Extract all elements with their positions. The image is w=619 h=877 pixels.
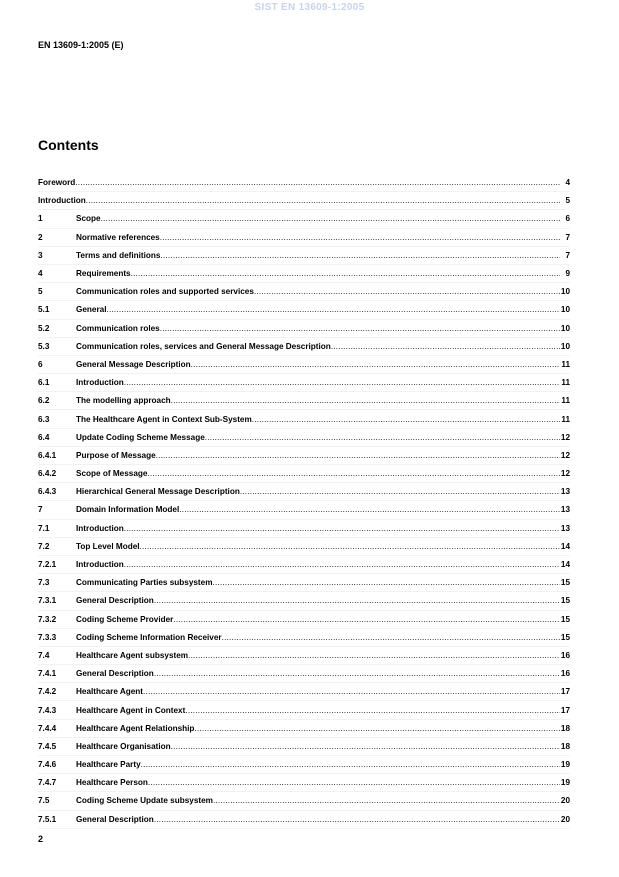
- toc-entry[interactable]: [38, 774, 570, 792]
- document-id: EN 13609-1:2005 (E): [38, 40, 124, 50]
- toc-entry[interactable]: [38, 483, 570, 501]
- toc-entry-page: 12: [560, 432, 570, 442]
- toc-entry-title: Purpose of Message: [76, 450, 156, 460]
- toc-entry-page: 12: [560, 469, 570, 479]
- toc-dot-leader: [124, 524, 560, 533]
- toc-entry-page: 11: [561, 359, 570, 369]
- toc-entry[interactable]: [38, 174, 570, 192]
- toc-dot-leader: [154, 596, 560, 605]
- toc-entry[interactable]: [38, 283, 570, 301]
- toc-dot-leader: [143, 687, 560, 696]
- toc-entry-page: 5: [565, 196, 570, 206]
- toc-entry-number: 6.4.1: [38, 450, 57, 460]
- toc-entry[interactable]: [38, 265, 570, 283]
- toc-entry-page: 10: [560, 323, 570, 333]
- toc-entry-page: 20: [560, 814, 570, 824]
- toc-entry-page: 17: [560, 687, 570, 697]
- toc-entry-number: 7.3: [38, 578, 50, 588]
- toc-entry-number: 7.3.3: [38, 632, 57, 642]
- toc-entry-number: 7.4.6: [38, 760, 57, 770]
- toc-dot-leader: [185, 706, 560, 715]
- contents-title: Contents: [38, 137, 99, 153]
- toc-entry[interactable]: [38, 247, 570, 265]
- toc-entry-number: 6: [38, 359, 43, 369]
- toc-entry[interactable]: [38, 465, 570, 483]
- toc-dot-leader: [131, 269, 560, 278]
- toc-entry-number: 6.3: [38, 414, 50, 424]
- toc-entry[interactable]: [38, 356, 570, 374]
- toc-dot-leader: [160, 233, 560, 242]
- toc-entry-page: 15: [560, 596, 570, 606]
- toc-entry-title: The modelling approach: [76, 396, 171, 406]
- toc-entry-title: Healthcare Person: [76, 778, 148, 788]
- toc-dot-leader: [148, 778, 560, 787]
- toc-dot-leader: [140, 542, 560, 551]
- toc-dot-leader: [191, 360, 560, 369]
- toc-entry-number: 6.4.3: [38, 487, 57, 497]
- toc-entry[interactable]: [38, 501, 570, 519]
- toc-dot-leader: [75, 178, 560, 187]
- toc-entry-number: 7.4.7: [38, 778, 57, 788]
- toc-entry-title: Introduction: [76, 523, 124, 533]
- toc-entry-number: 7.3.2: [38, 614, 57, 624]
- toc-entry-title: General Description: [76, 596, 154, 606]
- toc-entry-page: 16: [560, 650, 570, 660]
- toc-entry[interactable]: [38, 647, 570, 665]
- toc-entry-number: 5.3: [38, 341, 50, 351]
- toc-entry-page: 6: [565, 214, 570, 224]
- toc-entry-title: Scope: [76, 214, 101, 224]
- toc-entry-title: Coding Scheme Provider: [76, 614, 174, 624]
- toc-dot-leader: [156, 451, 560, 460]
- toc-entry[interactable]: [38, 792, 570, 810]
- toc-entry[interactable]: [38, 192, 570, 210]
- toc-dot-leader: [213, 796, 560, 805]
- toc-entry-page: 19: [560, 760, 570, 770]
- toc-entry-title: Introduction: [76, 560, 124, 570]
- toc-entry-page: 15: [560, 578, 570, 588]
- toc-entry-number: 7.4.4: [38, 723, 57, 733]
- toc-entry-number: 6.4.2: [38, 469, 57, 479]
- toc-entry-number: 5.1: [38, 305, 50, 315]
- toc-entry[interactable]: [38, 683, 570, 701]
- toc-dot-leader: [124, 560, 560, 569]
- toc-entry-title: Normative references: [76, 232, 160, 242]
- toc-entry-title: Coding Scheme Update subsystem: [76, 796, 213, 806]
- toc-entry[interactable]: [38, 301, 570, 319]
- toc-entry-number: 7: [38, 505, 43, 515]
- toc-entry-title: Healthcare Agent in Context: [76, 705, 186, 715]
- toc-entry[interactable]: [38, 611, 570, 629]
- toc-entry[interactable]: [38, 592, 570, 610]
- toc-entry-page: 14: [560, 541, 570, 551]
- toc-entry[interactable]: [38, 538, 570, 556]
- toc-dot-leader: [213, 578, 561, 587]
- toc-entry-title: Foreword: [38, 178, 76, 188]
- toc-entry-title: Introduction: [38, 196, 86, 206]
- toc-entry-title: Hierarchical General Message Description: [76, 487, 240, 497]
- toc-entry-title: Coding Scheme Information Receiver: [76, 632, 222, 642]
- toc-dot-leader: [160, 324, 560, 333]
- toc-dot-leader: [188, 651, 560, 660]
- toc-entry-page: 10: [560, 287, 570, 297]
- toc-entry-page: 10: [560, 305, 570, 315]
- toc-entry-page: 18: [560, 723, 570, 733]
- toc-entry[interactable]: [38, 574, 570, 592]
- toc-entry[interactable]: [38, 629, 570, 647]
- toc-entry-title: Healthcare Party: [76, 760, 141, 770]
- toc-entry-number: 5: [38, 287, 43, 297]
- toc-entry-page: 15: [560, 632, 570, 642]
- toc-entry-page: 10: [560, 341, 570, 351]
- toc-entry[interactable]: [38, 374, 570, 392]
- toc-dot-leader: [154, 669, 560, 678]
- toc-dot-leader: [124, 378, 560, 387]
- toc-entry-page: 20: [560, 796, 570, 806]
- toc-entry-number: 5.2: [38, 323, 50, 333]
- toc-entry-page: 11: [561, 414, 570, 424]
- toc-entry-title: Terms and definitions: [76, 250, 161, 260]
- toc-entry-page: 7: [565, 232, 570, 242]
- toc-entry[interactable]: [38, 429, 570, 447]
- toc-entry-title: Update Coding Scheme Message: [76, 432, 205, 442]
- toc-entry-title: Healthcare Agent Relationship: [76, 723, 195, 733]
- toc-entry-title: The Healthcare Agent in Context Sub-System: [76, 414, 252, 424]
- toc-entry-title: General Description: [76, 669, 154, 679]
- toc-entry-number: 6.2: [38, 396, 50, 406]
- toc-entry-page: 14: [560, 560, 570, 570]
- toc-entry-number: 7.2: [38, 541, 50, 551]
- toc-entry-page: 4: [565, 178, 570, 188]
- toc-dot-leader: [205, 433, 560, 442]
- toc-entry[interactable]: [38, 738, 570, 756]
- toc-entry-title: Communicating Parties subsystem: [76, 578, 213, 588]
- toc-entry-page: 19: [560, 778, 570, 788]
- toc-entry-title: Healthcare Organisation: [76, 741, 171, 751]
- toc-entry-page: 13: [560, 487, 570, 497]
- toc-dot-leader: [331, 342, 560, 351]
- toc-entry-title: Healthcare Agent subsystem: [76, 650, 189, 660]
- toc-entry[interactable]: [38, 447, 570, 465]
- toc-entry[interactable]: [38, 701, 570, 719]
- toc-entry-number: 7.1: [38, 523, 50, 533]
- toc-entry-title: Communication roles and supported services: [76, 287, 254, 297]
- toc-entry-title: General Description: [76, 814, 154, 824]
- toc-entry-title: General Message Description: [76, 359, 191, 369]
- toc-entry[interactable]: [38, 210, 570, 228]
- toc-entry[interactable]: [38, 229, 570, 247]
- toc-dot-leader: [240, 487, 560, 496]
- toc-entry-number: 7.4.3: [38, 705, 57, 715]
- toc-dot-leader: [171, 742, 560, 751]
- toc-dot-leader: [222, 633, 560, 642]
- toc-entry-page: 11: [561, 396, 570, 406]
- toc-entry-number: 7.4.2: [38, 687, 57, 697]
- toc-entry-title: General: [76, 305, 107, 315]
- toc-entry-number: 6.1: [38, 378, 50, 388]
- toc-entry-title: Requirements: [76, 269, 131, 279]
- toc-dot-leader: [254, 287, 560, 296]
- toc-entry[interactable]: [38, 338, 570, 356]
- toc-entry-page: 9: [565, 269, 570, 279]
- toc-entry-page: 18: [560, 741, 570, 751]
- toc-dot-leader: [179, 505, 560, 514]
- toc-dot-leader: [173, 615, 560, 624]
- toc-dot-leader: [86, 196, 560, 205]
- toc-dot-leader: [101, 214, 560, 223]
- toc-entry-title: Communication roles: [76, 323, 160, 333]
- toc-entry-page: 16: [560, 669, 570, 679]
- toc-entry-number: 7.5: [38, 796, 50, 806]
- toc-entry-number: 3: [38, 250, 43, 260]
- toc-entry[interactable]: [38, 520, 570, 538]
- toc-entry[interactable]: [38, 556, 570, 574]
- toc-entry-number: 7.4: [38, 650, 50, 660]
- toc-entry-title: Top Level Model: [76, 541, 140, 551]
- toc-entry[interactable]: [38, 410, 570, 428]
- table-of-contents: [38, 174, 570, 829]
- watermark: SIST EN 13609-1:2005: [254, 2, 365, 13]
- toc-entry[interactable]: [38, 392, 570, 410]
- toc-dot-leader: [154, 815, 560, 824]
- toc-entry-page: 12: [560, 450, 570, 460]
- toc-dot-leader: [107, 305, 561, 314]
- toc-entry-number: 7.2.1: [38, 560, 57, 570]
- toc-entry-title: Healthcare Agent: [76, 687, 144, 697]
- toc-entry-number: 6.4: [38, 432, 50, 442]
- toc-entry-page: 13: [560, 505, 570, 515]
- toc-entry[interactable]: [38, 756, 570, 774]
- toc-dot-leader: [160, 251, 560, 260]
- toc-entry-number: 7.4.1: [38, 669, 57, 679]
- toc-entry-title: Domain Information Model: [76, 505, 180, 515]
- toc-entry-page: 11: [561, 378, 570, 388]
- toc-entry-page: 15: [560, 614, 570, 624]
- toc-entry-number: 4: [38, 269, 43, 279]
- toc-entry-page: 17: [560, 705, 570, 715]
- toc-entry-title: Communication roles, services and General Message Description: [76, 341, 331, 351]
- toc-dot-leader: [147, 469, 560, 478]
- toc-entry-number: 2: [38, 232, 43, 242]
- toc-entry-page: 13: [560, 523, 570, 533]
- toc-dot-leader: [252, 415, 560, 424]
- page-number: 2: [38, 834, 44, 844]
- toc-entry-number: 7.5.1: [38, 814, 57, 824]
- toc-entry[interactable]: [38, 811, 570, 829]
- toc-entry-number: 7.3.1: [38, 596, 57, 606]
- toc-entry[interactable]: [38, 320, 570, 338]
- toc-dot-leader: [171, 396, 560, 405]
- toc-dot-leader: [141, 760, 560, 769]
- toc-entry-number: 7.4.5: [38, 741, 57, 751]
- toc-entry[interactable]: [38, 665, 570, 683]
- toc-entry-title: Introduction: [76, 378, 124, 388]
- toc-entry[interactable]: [38, 720, 570, 738]
- toc-dot-leader: [194, 724, 560, 733]
- toc-entry-title: Scope of Message: [76, 469, 148, 479]
- toc-entry-page: 7: [565, 250, 570, 260]
- toc-entry-number: 1: [38, 214, 43, 224]
